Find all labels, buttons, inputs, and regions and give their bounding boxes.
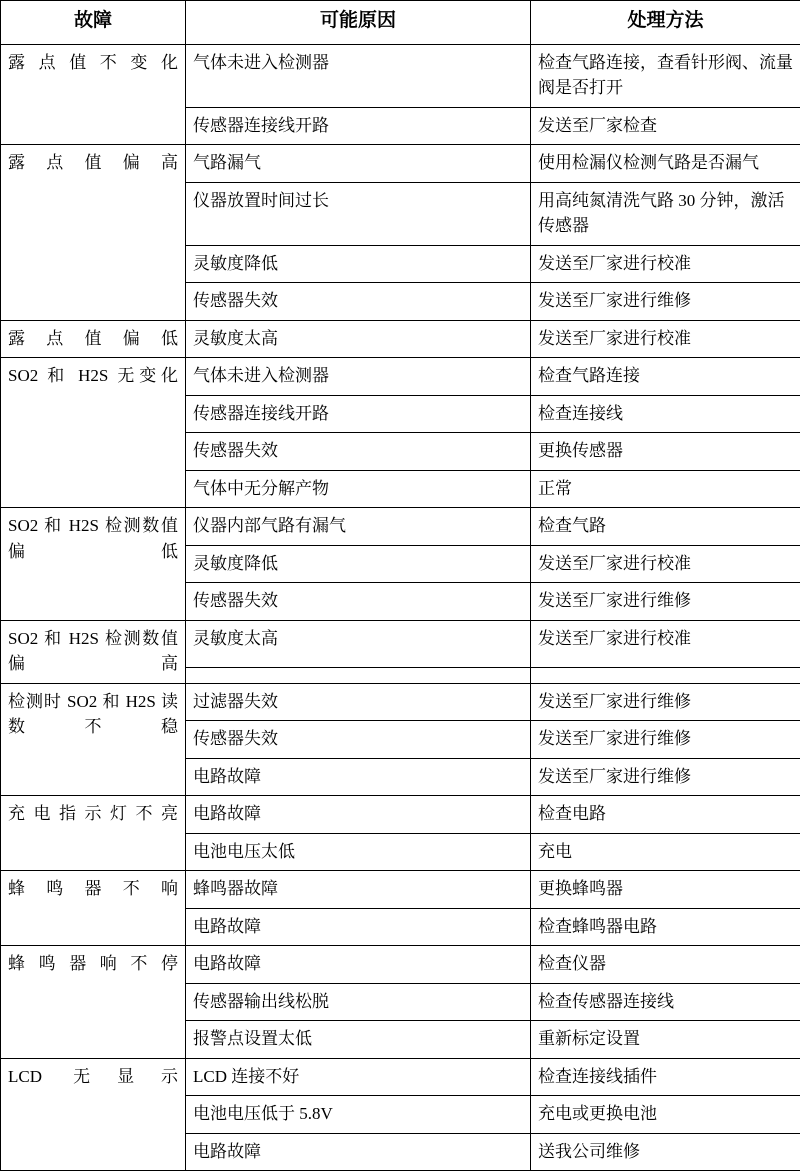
remedy-cell: 重新标定设置: [531, 1021, 800, 1059]
cause-cell: 传感器失效: [186, 283, 531, 321]
table-row: [1, 946, 800, 984]
table-row: [1, 44, 800, 107]
cause-cell: 仪器放置时间过长: [186, 182, 531, 245]
column-header-cause: 可能原因: [186, 1, 531, 45]
cause-cell: 电路故障: [186, 796, 531, 834]
cause-cell: 电池电压太低: [186, 833, 531, 871]
fault-cell: 蜂鸣器响不停: [1, 946, 186, 1059]
table-header-row: [1, 1, 800, 45]
remedy-cell: 正常: [531, 470, 800, 508]
fault-cell: 露点值偏高: [1, 145, 186, 321]
column-header-remedy: 处理方法: [531, 1, 800, 45]
remedy-cell: 检查蜂鸣器电路: [531, 908, 800, 946]
remedy-cell: 发送至厂家进行维修: [531, 758, 800, 796]
cause-cell: 仪器内部气路有漏气: [186, 508, 531, 546]
fault-cell: 蜂鸣器不响: [1, 871, 186, 946]
cause-cell: 传感器失效: [186, 583, 531, 621]
cause-cell: 电路故障: [186, 946, 531, 984]
table-row: [1, 620, 800, 668]
fault-cell: SO2 和 H2S 检测数值偏高: [1, 620, 186, 683]
fault-cell: 检测时 SO2 和 H2S 读数不稳: [1, 683, 186, 796]
remedy-cell: 发送至厂家进行维修: [531, 683, 800, 721]
table-row: [1, 1058, 800, 1096]
remedy-cell: 发送至厂家进行维修: [531, 721, 800, 759]
cause-cell: 气体未进入检测器: [186, 358, 531, 396]
cause-cell: 灵敏度降低: [186, 245, 531, 283]
cause-cell: 气路漏气: [186, 145, 531, 183]
cause-cell: [186, 668, 531, 683]
remedy-cell: 检查气路: [531, 508, 800, 546]
remedy-cell: 检查气路连接，查看针形阀、流量阀是否打开: [531, 44, 800, 107]
table-header: [1, 1, 800, 45]
table-row: [1, 358, 800, 396]
cause-cell: 传感器输出线松脱: [186, 983, 531, 1021]
remedy-cell: 更换传感器: [531, 433, 800, 471]
remedy-cell: 检查气路连接: [531, 358, 800, 396]
cause-cell: 气体未进入检测器: [186, 44, 531, 107]
fault-cell: 露点值不变化: [1, 44, 186, 145]
cause-cell: 电路故障: [186, 1133, 531, 1171]
cause-cell: 灵敏度降低: [186, 545, 531, 583]
column-header-fault: 故障: [1, 1, 186, 45]
cause-cell: 气体中无分解产物: [186, 470, 531, 508]
remedy-cell: 发送至厂家进行维修: [531, 283, 800, 321]
table-row: [1, 683, 800, 721]
remedy-cell: 检查仪器: [531, 946, 800, 984]
remedy-cell: 检查电路: [531, 796, 800, 834]
remedy-cell: 检查连接线: [531, 395, 800, 433]
table-row: [1, 871, 800, 909]
remedy-cell: 发送至厂家进行校准: [531, 245, 800, 283]
remedy-cell: 发送至厂家进行维修: [531, 583, 800, 621]
cause-cell: 灵敏度太高: [186, 620, 531, 668]
table-row: [1, 796, 800, 834]
fault-cell: 露点值偏低: [1, 320, 186, 358]
cause-cell: 传感器失效: [186, 721, 531, 759]
remedy-cell: 发送至厂家检查: [531, 107, 800, 145]
cause-cell: 蜂鸣器故障: [186, 871, 531, 909]
cause-cell: LCD 连接不好: [186, 1058, 531, 1096]
table-row: [1, 145, 800, 183]
remedy-cell: 发送至厂家进行校准: [531, 320, 800, 358]
cause-cell: 传感器连接线开路: [186, 107, 531, 145]
cause-cell: 灵敏度太高: [186, 320, 531, 358]
remedy-cell: 送我公司维修: [531, 1133, 800, 1171]
remedy-cell: 检查连接线插件: [531, 1058, 800, 1096]
cause-cell: 电路故障: [186, 758, 531, 796]
remedy-cell: 充电或更换电池: [531, 1096, 800, 1134]
remedy-cell: 检查传感器连接线: [531, 983, 800, 1021]
cause-cell: 报警点设置太低: [186, 1021, 531, 1059]
remedy-cell: 使用检漏仪检测气路是否漏气: [531, 145, 800, 183]
table-row: [1, 320, 800, 358]
remedy-cell: 充电: [531, 833, 800, 871]
table-row: [1, 508, 800, 546]
cause-cell: 传感器连接线开路: [186, 395, 531, 433]
fault-cell: 充电指示灯不亮: [1, 796, 186, 871]
fault-cell: SO2 和 H2S 无变化: [1, 358, 186, 508]
remedy-cell: 更换蜂鸣器: [531, 871, 800, 909]
fault-cell: SO2 和 H2S 检测数值偏低: [1, 508, 186, 621]
cause-cell: 电路故障: [186, 908, 531, 946]
remedy-cell: 发送至厂家进行校准: [531, 620, 800, 668]
cause-cell: 电池电压低于 5.8V: [186, 1096, 531, 1134]
cause-cell: 传感器失效: [186, 433, 531, 471]
fault-cell: LCD 无显示: [1, 1058, 186, 1171]
remedy-cell: [531, 668, 800, 683]
cause-cell: 过滤器失效: [186, 683, 531, 721]
remedy-cell: 用高纯氮清洗气路 30 分钟，激活传感器: [531, 182, 800, 245]
remedy-cell: 发送至厂家进行校准: [531, 545, 800, 583]
table-body: [1, 44, 800, 1171]
